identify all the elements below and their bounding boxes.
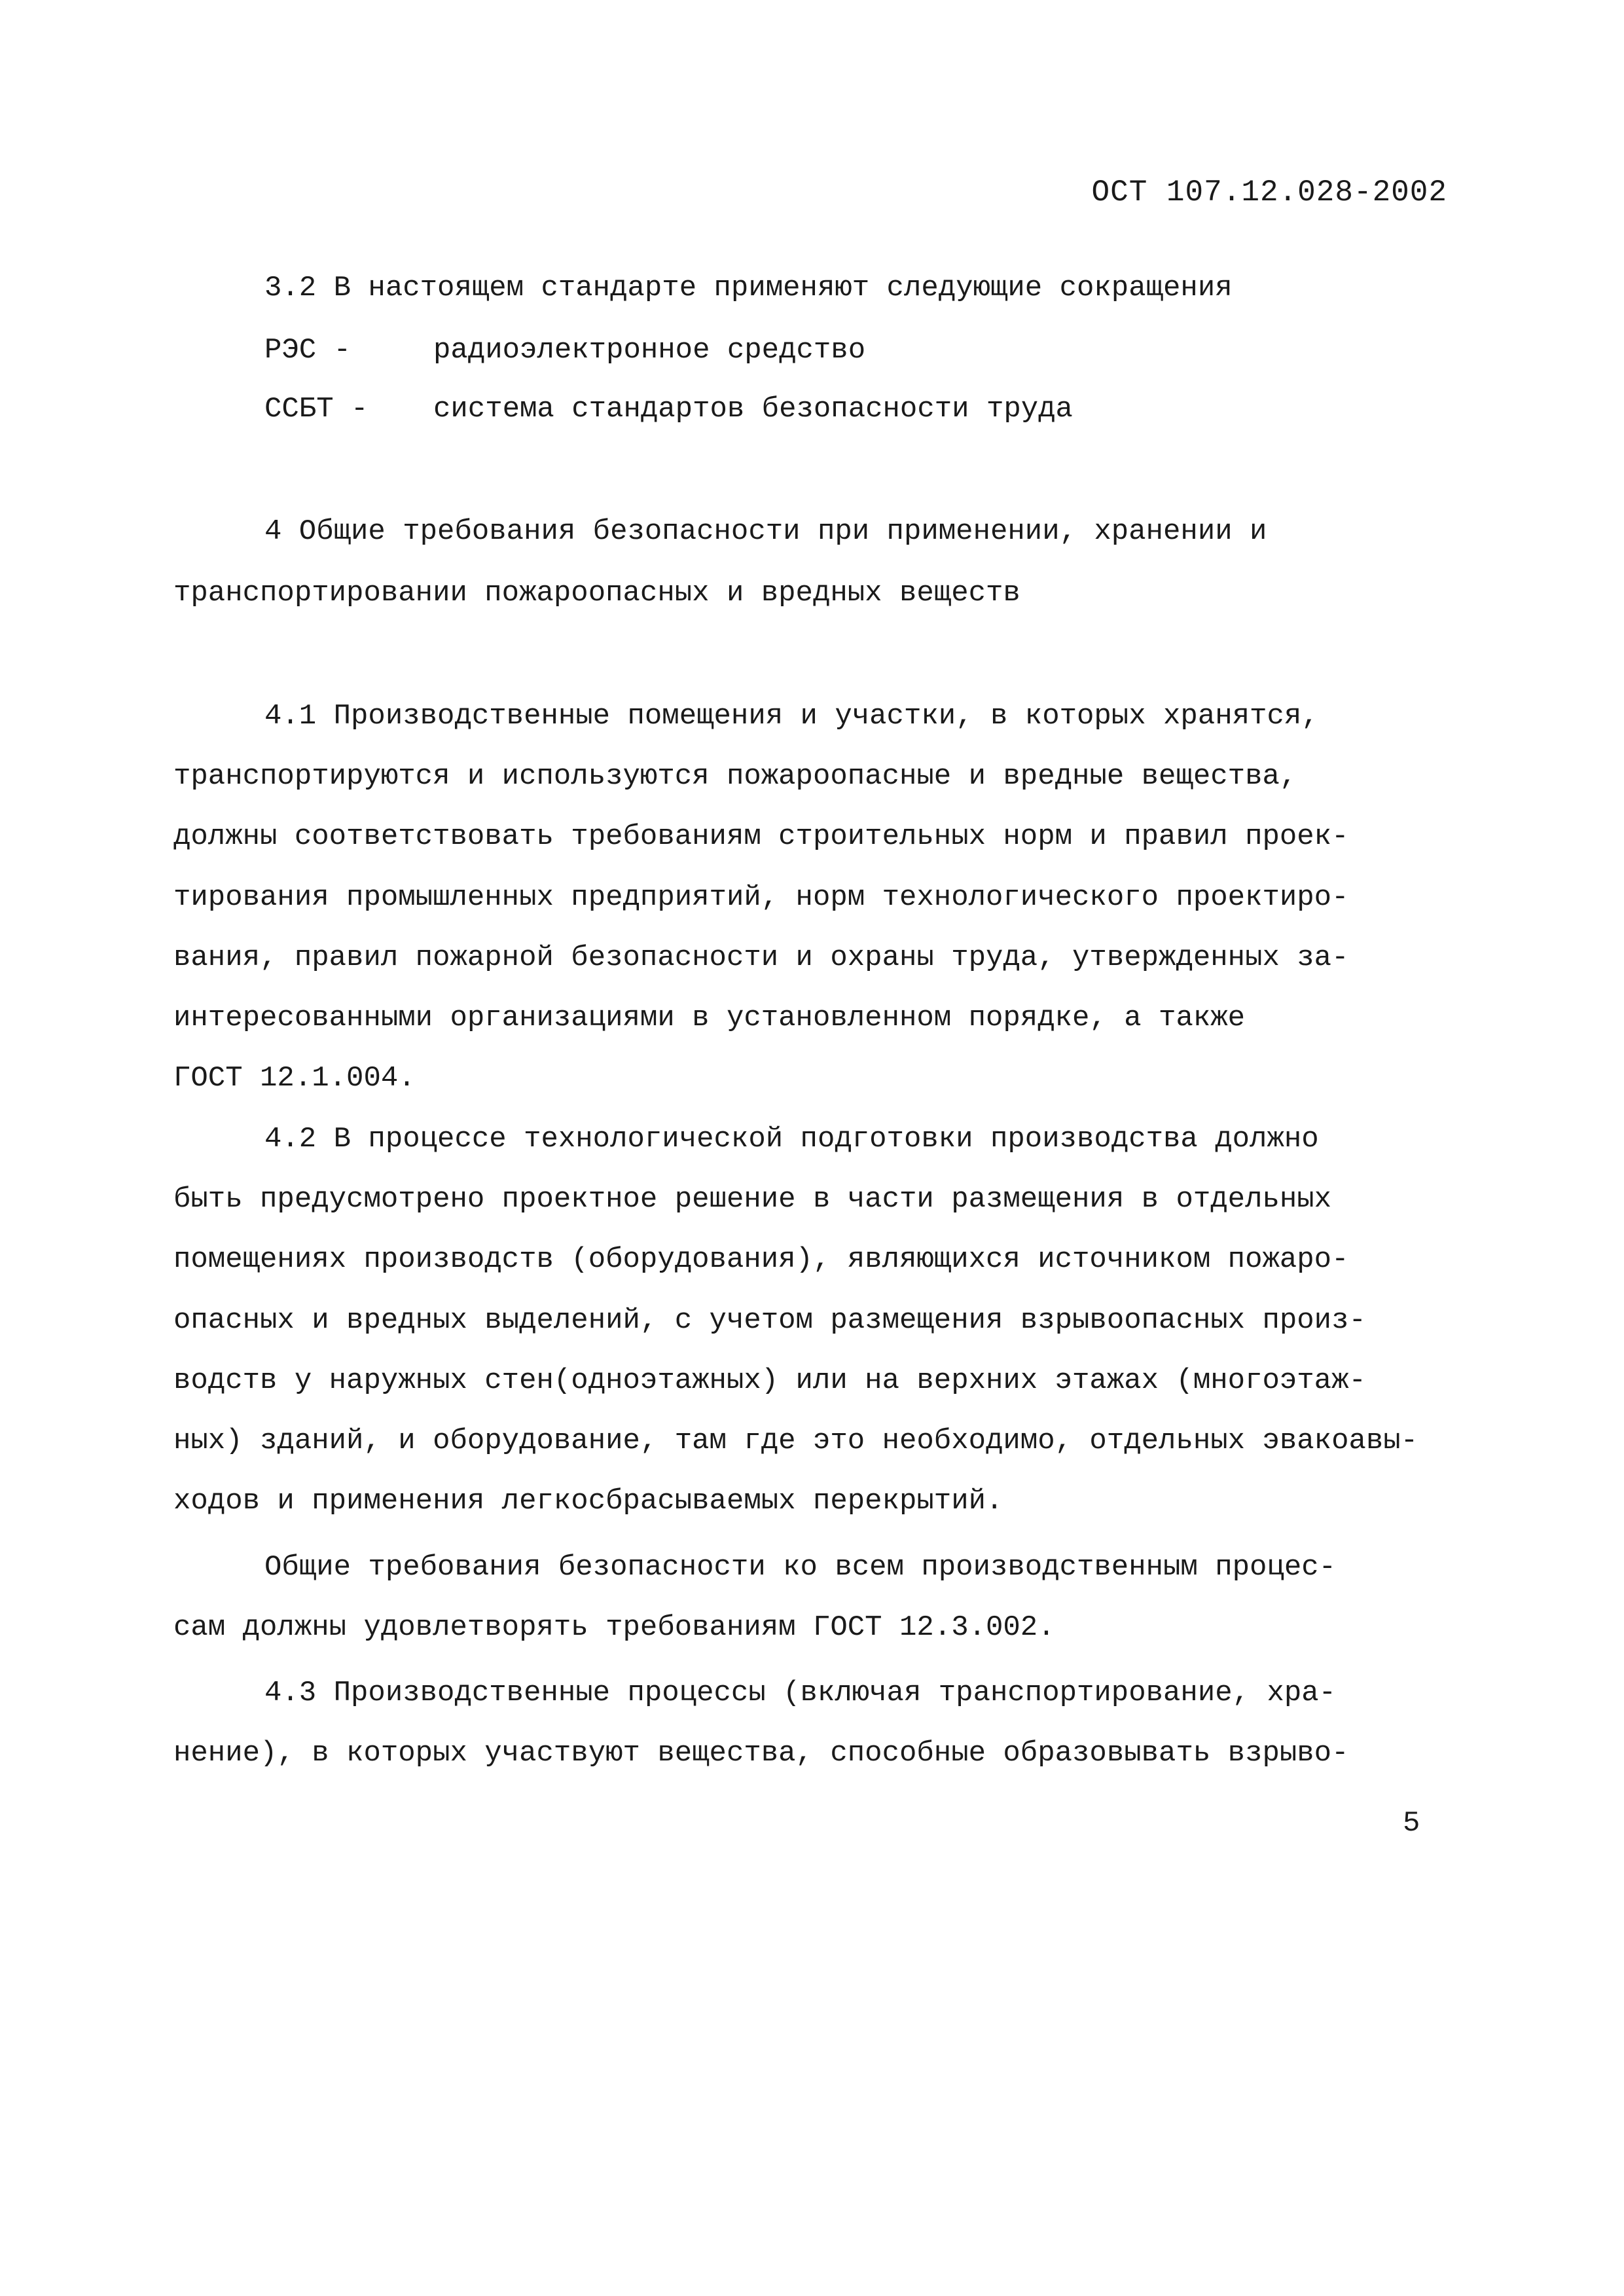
- section-4-title-line: 4 Общие требования безопасности при применении, хранении и: [264, 515, 1267, 548]
- para-4-2-line: помещениях производств (оборудования), являющихся источником пожаро-: [173, 1243, 1349, 1276]
- para-4-2-line: ходов и применения легкосбрасываемых перекрытий.: [173, 1485, 1003, 1518]
- para-4-3-line: 4.3 Производственные процессы (включая транспортирование, хра-: [264, 1677, 1337, 1709]
- para-4-3-line: нение), в которых участвуют вещества, способные образовывать взрыво-: [173, 1737, 1349, 1770]
- section-4-title-line: транспортировании пожароопасных и вредных веществ: [173, 577, 1020, 610]
- para-4-2-line: ных) зданий, и оборудование, там где это необходимо, отдельных эвакоaвы-: [173, 1425, 1418, 1457]
- section-3-2-intro: 3.2 В настоящем стандарте применяют следующие сокращения: [264, 272, 1233, 304]
- para-4-1-line: ГОСТ 12.1.004.: [173, 1062, 416, 1095]
- page-number: 5: [1403, 1807, 1420, 1840]
- abbreviation-term: РЭС -: [264, 334, 352, 367]
- para-4-2-line: водств у наружных стен(одноэтажных) или на верхних этажах (многоэтаж-: [173, 1364, 1366, 1397]
- para-4-1-line: интересованными организациями в установленном порядке, а также: [173, 1002, 1246, 1034]
- para-4-1-line: должны соответствовать требованиям строительных норм и правил проек-: [173, 820, 1349, 853]
- para-4-1-line: 4.1 Производственные помещения и участки, в которых хранятся,: [264, 700, 1319, 733]
- para-4-2-line: быть предусмотрено проектное решение в части размещения в отдельных: [173, 1183, 1332, 1216]
- para-4-2-line: опасных и вредных выделений, с учетом размещения взрывоопасных произ-: [173, 1304, 1366, 1337]
- para-4-2-line: 4.2 В процессе технологической подготовки производства должно: [264, 1123, 1319, 1156]
- para-general-line: Общие требования безопасности ко всем производственным процес-: [264, 1551, 1337, 1584]
- para-4-1-line: тирования промышленных предприятий, норм технологического проектиро-: [173, 881, 1349, 914]
- abbreviation-definition: радиоэлектронное средство: [433, 334, 866, 367]
- para-4-1-line: транспортируются и используются пожароопасные и вредные вещества,: [173, 760, 1297, 793]
- abbreviation-definition: система стандартов безопасности труда: [433, 393, 1073, 426]
- abbreviation-term: ССБТ -: [264, 393, 369, 426]
- para-4-1-line: вания, правил пожарной безопасности и охраны труда, утвержденных за-: [173, 941, 1349, 974]
- document-header: ОСТ 107.12.028-2002: [1091, 175, 1447, 210]
- para-general-line: сам должны удовлетворять требованиям ГОСТ 12.3.002.: [173, 1611, 1055, 1644]
